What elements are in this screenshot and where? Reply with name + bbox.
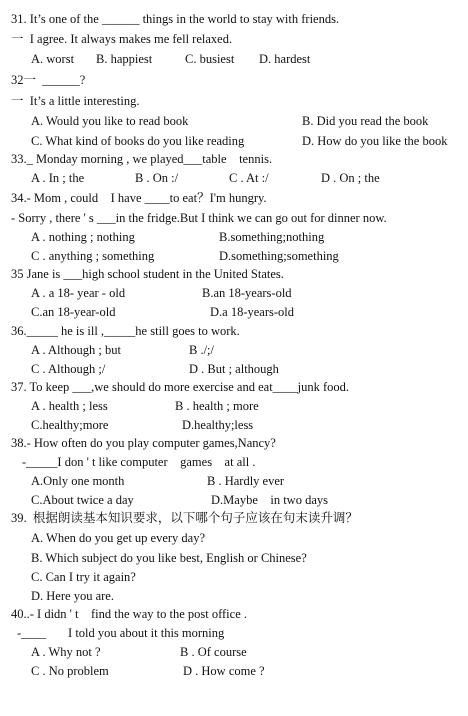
q36-option-a: A . Although ; but [31, 343, 121, 357]
q34-reply: - Sorry , there ' s ___in the fridge.But I think we can go out for dinner now. [11, 211, 387, 225]
q35-option-b: B.an 18-years-old [202, 286, 292, 300]
q38-reply: -_____I don ' t like computer games at all . [22, 455, 256, 469]
q37-option-b: B . health ; more [175, 399, 259, 413]
q34-stem: 34.- Mom , could I have ____to eat？I'm hungry. [11, 191, 267, 205]
q39-stem: 39. 根据朗读基本知识要求，以下哪个句子应该在句末读升调？ [11, 511, 358, 525]
q32-option-a: A. Would you like to read book [31, 114, 189, 128]
q34-option-c: C . anything ; something [31, 249, 155, 263]
q33-option-d: D . On ; the [321, 171, 380, 185]
q40-option-b: B . Of course [180, 645, 247, 659]
q31-option-c: C. busiest [185, 52, 235, 66]
q39-option-b: B. Which subject do you like best, English or Chinese? [31, 551, 307, 565]
q31-option-a: A. worst [31, 52, 75, 66]
q35-option-d: D.a 18-years-old [210, 305, 294, 319]
q36-option-d: D . But ; although [189, 362, 279, 376]
q38-option-c: C.About twice a day [31, 493, 134, 507]
q33-option-c: C . At :/ [229, 171, 269, 185]
q33-option-b: B . On :/ [135, 171, 179, 185]
q37-stem: 37. To keep ___,we should do more exercise and eat____junk food. [11, 380, 350, 394]
q36-option-c: C . Although ;/ [31, 362, 106, 376]
q33-stem: 33._ Monday morning , we played___table tennis. [11, 152, 273, 166]
q38-stem: 38.- How often do you play computer games,Nancy? [11, 436, 276, 450]
q32-option-d: D. How do you like the book [302, 134, 448, 148]
q31-option-d: D. hardest [259, 52, 311, 66]
q36-stem: 36._____ he is ill ,_____he still goes to work. [11, 324, 240, 338]
q40-option-c: C . No problem [31, 664, 109, 678]
q40-option-a: A . Why not ? [31, 645, 101, 659]
q32-option-c: C. What kind of books do you like reading [31, 134, 245, 148]
q35-stem: 35 Jane is ___high school student in the United States. [11, 267, 284, 281]
q40-options-row2 [0, 664, 265, 715]
q39-option-d: D. Here you are. [31, 589, 114, 603]
q40-option-d: D . How come ? [183, 664, 265, 678]
q31-stem: 31. It’s one of the ______ things in the world to stay with friends. [11, 12, 340, 26]
q40-reply: -____ I told you about it this morning [17, 626, 225, 640]
q38-option-a: A.Only one month [31, 474, 125, 488]
q38-option-b: B . Hardly ever [207, 474, 285, 488]
q34-option-a: A . nothing ; nothing [31, 230, 135, 244]
q34-option-d: D.something;something [219, 249, 339, 263]
q32-reply: 一 It’s a little interesting. [11, 94, 140, 108]
q32-option-b: B. Did you read the book [302, 114, 429, 128]
q32-stem: 32一 ______? [11, 73, 86, 87]
q37-option-a: A . health ; less [31, 399, 108, 413]
q35-option-a: A . a 18- year - old [31, 286, 126, 300]
q33-option-a: A . In ; the [31, 171, 85, 185]
q39-option-a: A. When do you get up every day? [31, 531, 206, 545]
q39-option-c: C. Can I try it again? [31, 570, 136, 584]
q37-option-d: D.healthy;less [182, 418, 254, 432]
q38-option-d: D.Maybe in two days [211, 493, 328, 507]
q31-option-b: B. happiest [96, 52, 153, 66]
q37-option-c: C.healthy;more [31, 418, 109, 432]
q36-option-b: B ./;/ [189, 343, 215, 357]
q40-stem: 40..- I didn ' t find the way to the post office . [11, 607, 248, 621]
q31-reply: 一 I agree. It always makes me fell relaxed. [11, 32, 233, 46]
q35-option-c: C.an 18-year-old [31, 305, 116, 319]
q34-option-b: B.something;nothing [219, 230, 325, 244]
